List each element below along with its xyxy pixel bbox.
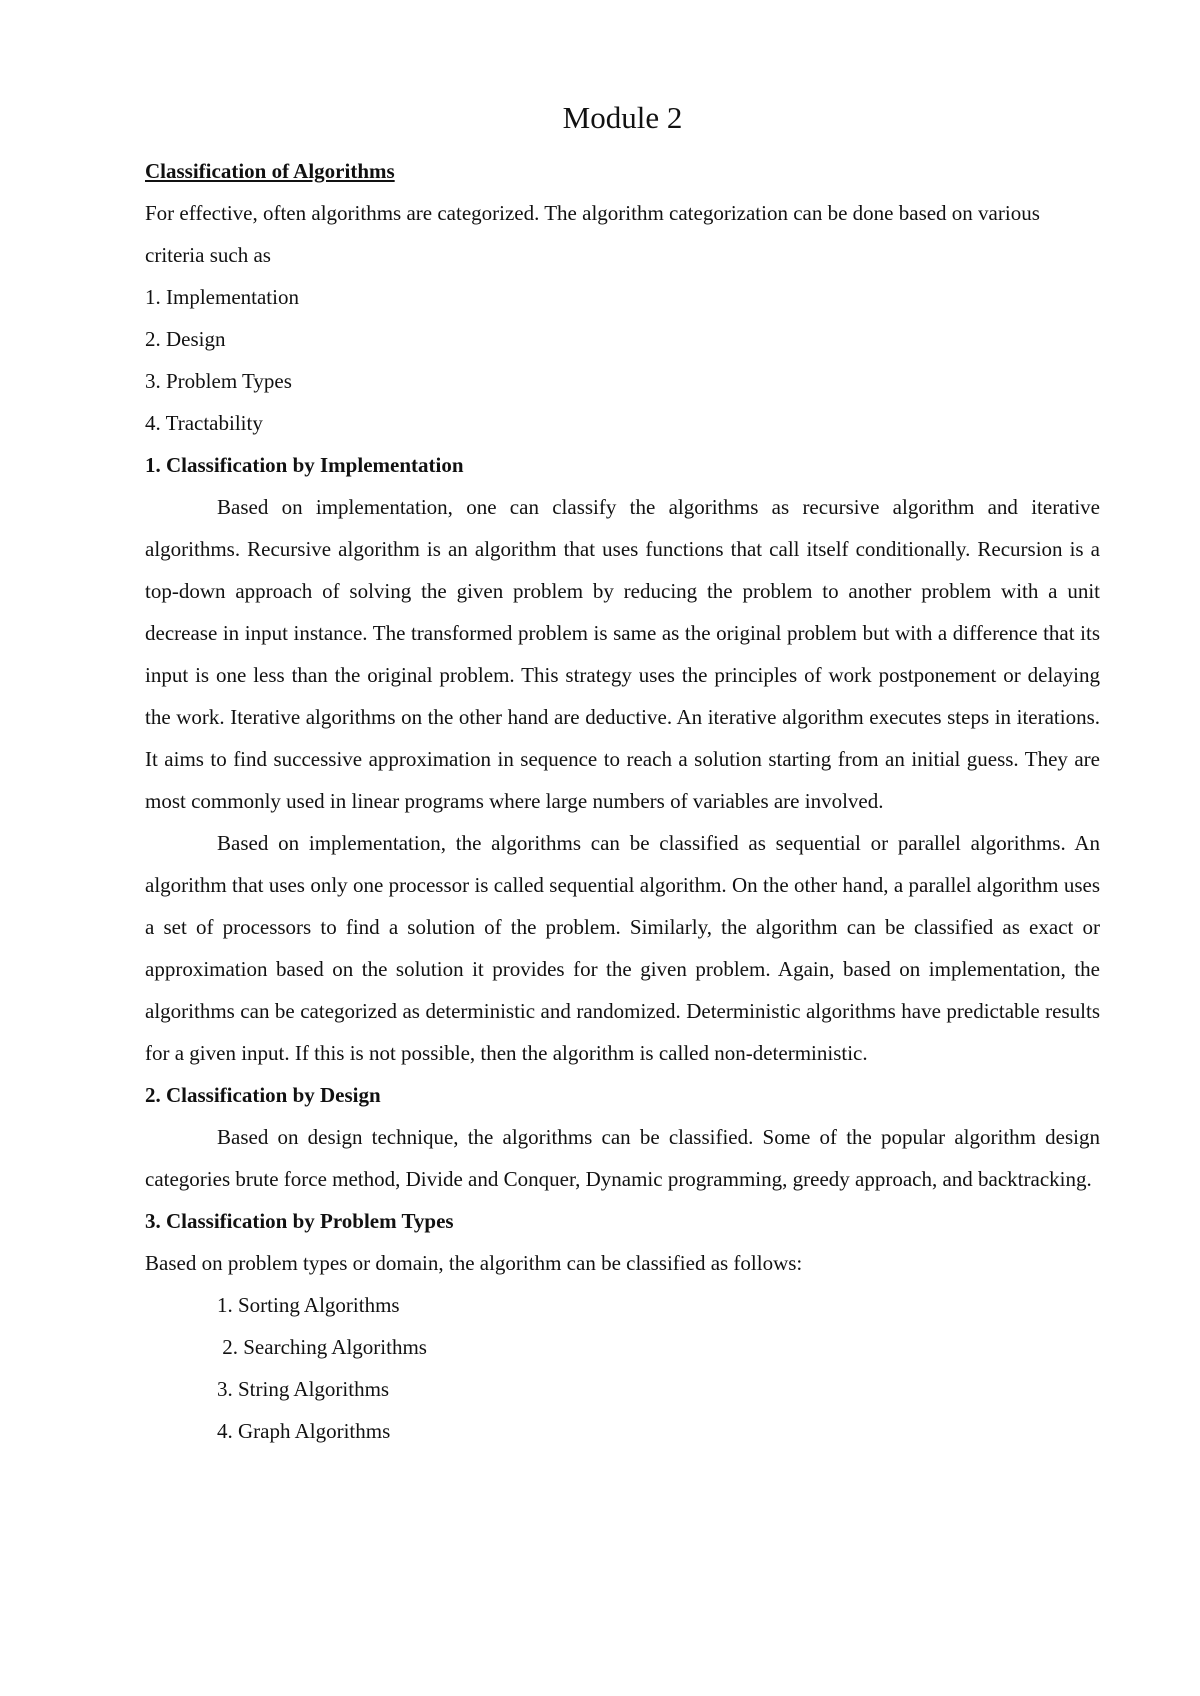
design-heading: 2. Classification by Design [145,1083,381,1107]
design-paragraph: Based on design technique, the algorithms can be classified. Some of the popular algorithm design categories brute force method, Divide and Conquer, Dynamic programming, greedy approach, and backtracking. [145,1125,1100,1191]
list-item: 2. Design [145,327,226,351]
intro-paragraph: For effective, often algorithms are categorized. The algorithm categorization can be done based on various criteria such as [145,201,1040,267]
problem-types-heading: 3. Classification by Problem Types [145,1209,454,1233]
problem-types-list [145,1284,1100,1452]
list-item: 3. Problem Types [145,369,292,393]
page-title: Module 2 [562,100,683,135]
list-item: 4. Graph Algorithms [217,1419,391,1443]
list-item: 1. Sorting Algorithms [217,1293,400,1317]
implementation-paragraph-2: Based on implementation, the algorithms can be classified as sequential or parallel algorithms. An algorithm that uses only one processor is called sequential algorithm. On the other hand, a parallel algorithm uses a set of processors to find a solution of the problem. Similarly, the algorithm can be classified as exact or approximation based on the solution it provides for the given problem. Again, based on implementation, the algorithms can be categorized as deterministic and randomized. Deterministic algorithms have predictable results for a given input. If this is not possible, then the algorithm is called non-deterministic. [145,831,1100,1065]
implementation-heading: 1. Classification by Implementation [145,453,464,477]
problem-types-paragraph: Based on problem types or domain, the algorithm can be classified as follows: [145,1251,803,1275]
list-item: 4. Tractability [145,411,263,435]
implementation-paragraph-1: Based on implementation, one can classify the algorithms as recursive algorithm and iterative algorithms. Recursive algorithm is an algorithm that uses functions that call itself conditionally. Recursion is a top-down approach of solving the given problem by reducing the problem to another problem with a unit decrease in input instance. The transformed problem is same as the original problem but with a difference that its input is one less than the original problem. This strategy uses the principles of work postponement or delaying the work. Iterative algorithms on the other hand are deductive. An iterative algorithm executes steps in iterations. It aims to find successive approximation in sequence to reach a solution starting from an initial guess. They are most commonly used in linear programs where large numbers of variables are involved. [145,495,1100,813]
list-item: 1. Implementation [145,285,299,309]
list-item: 2. Searching Algorithms [217,1335,427,1359]
criteria-list [145,276,1100,444]
list-item: 3. String Algorithms [217,1377,390,1401]
document-page [145,96,1100,1452]
classification-heading: Classification of Algorithms [145,159,395,183]
